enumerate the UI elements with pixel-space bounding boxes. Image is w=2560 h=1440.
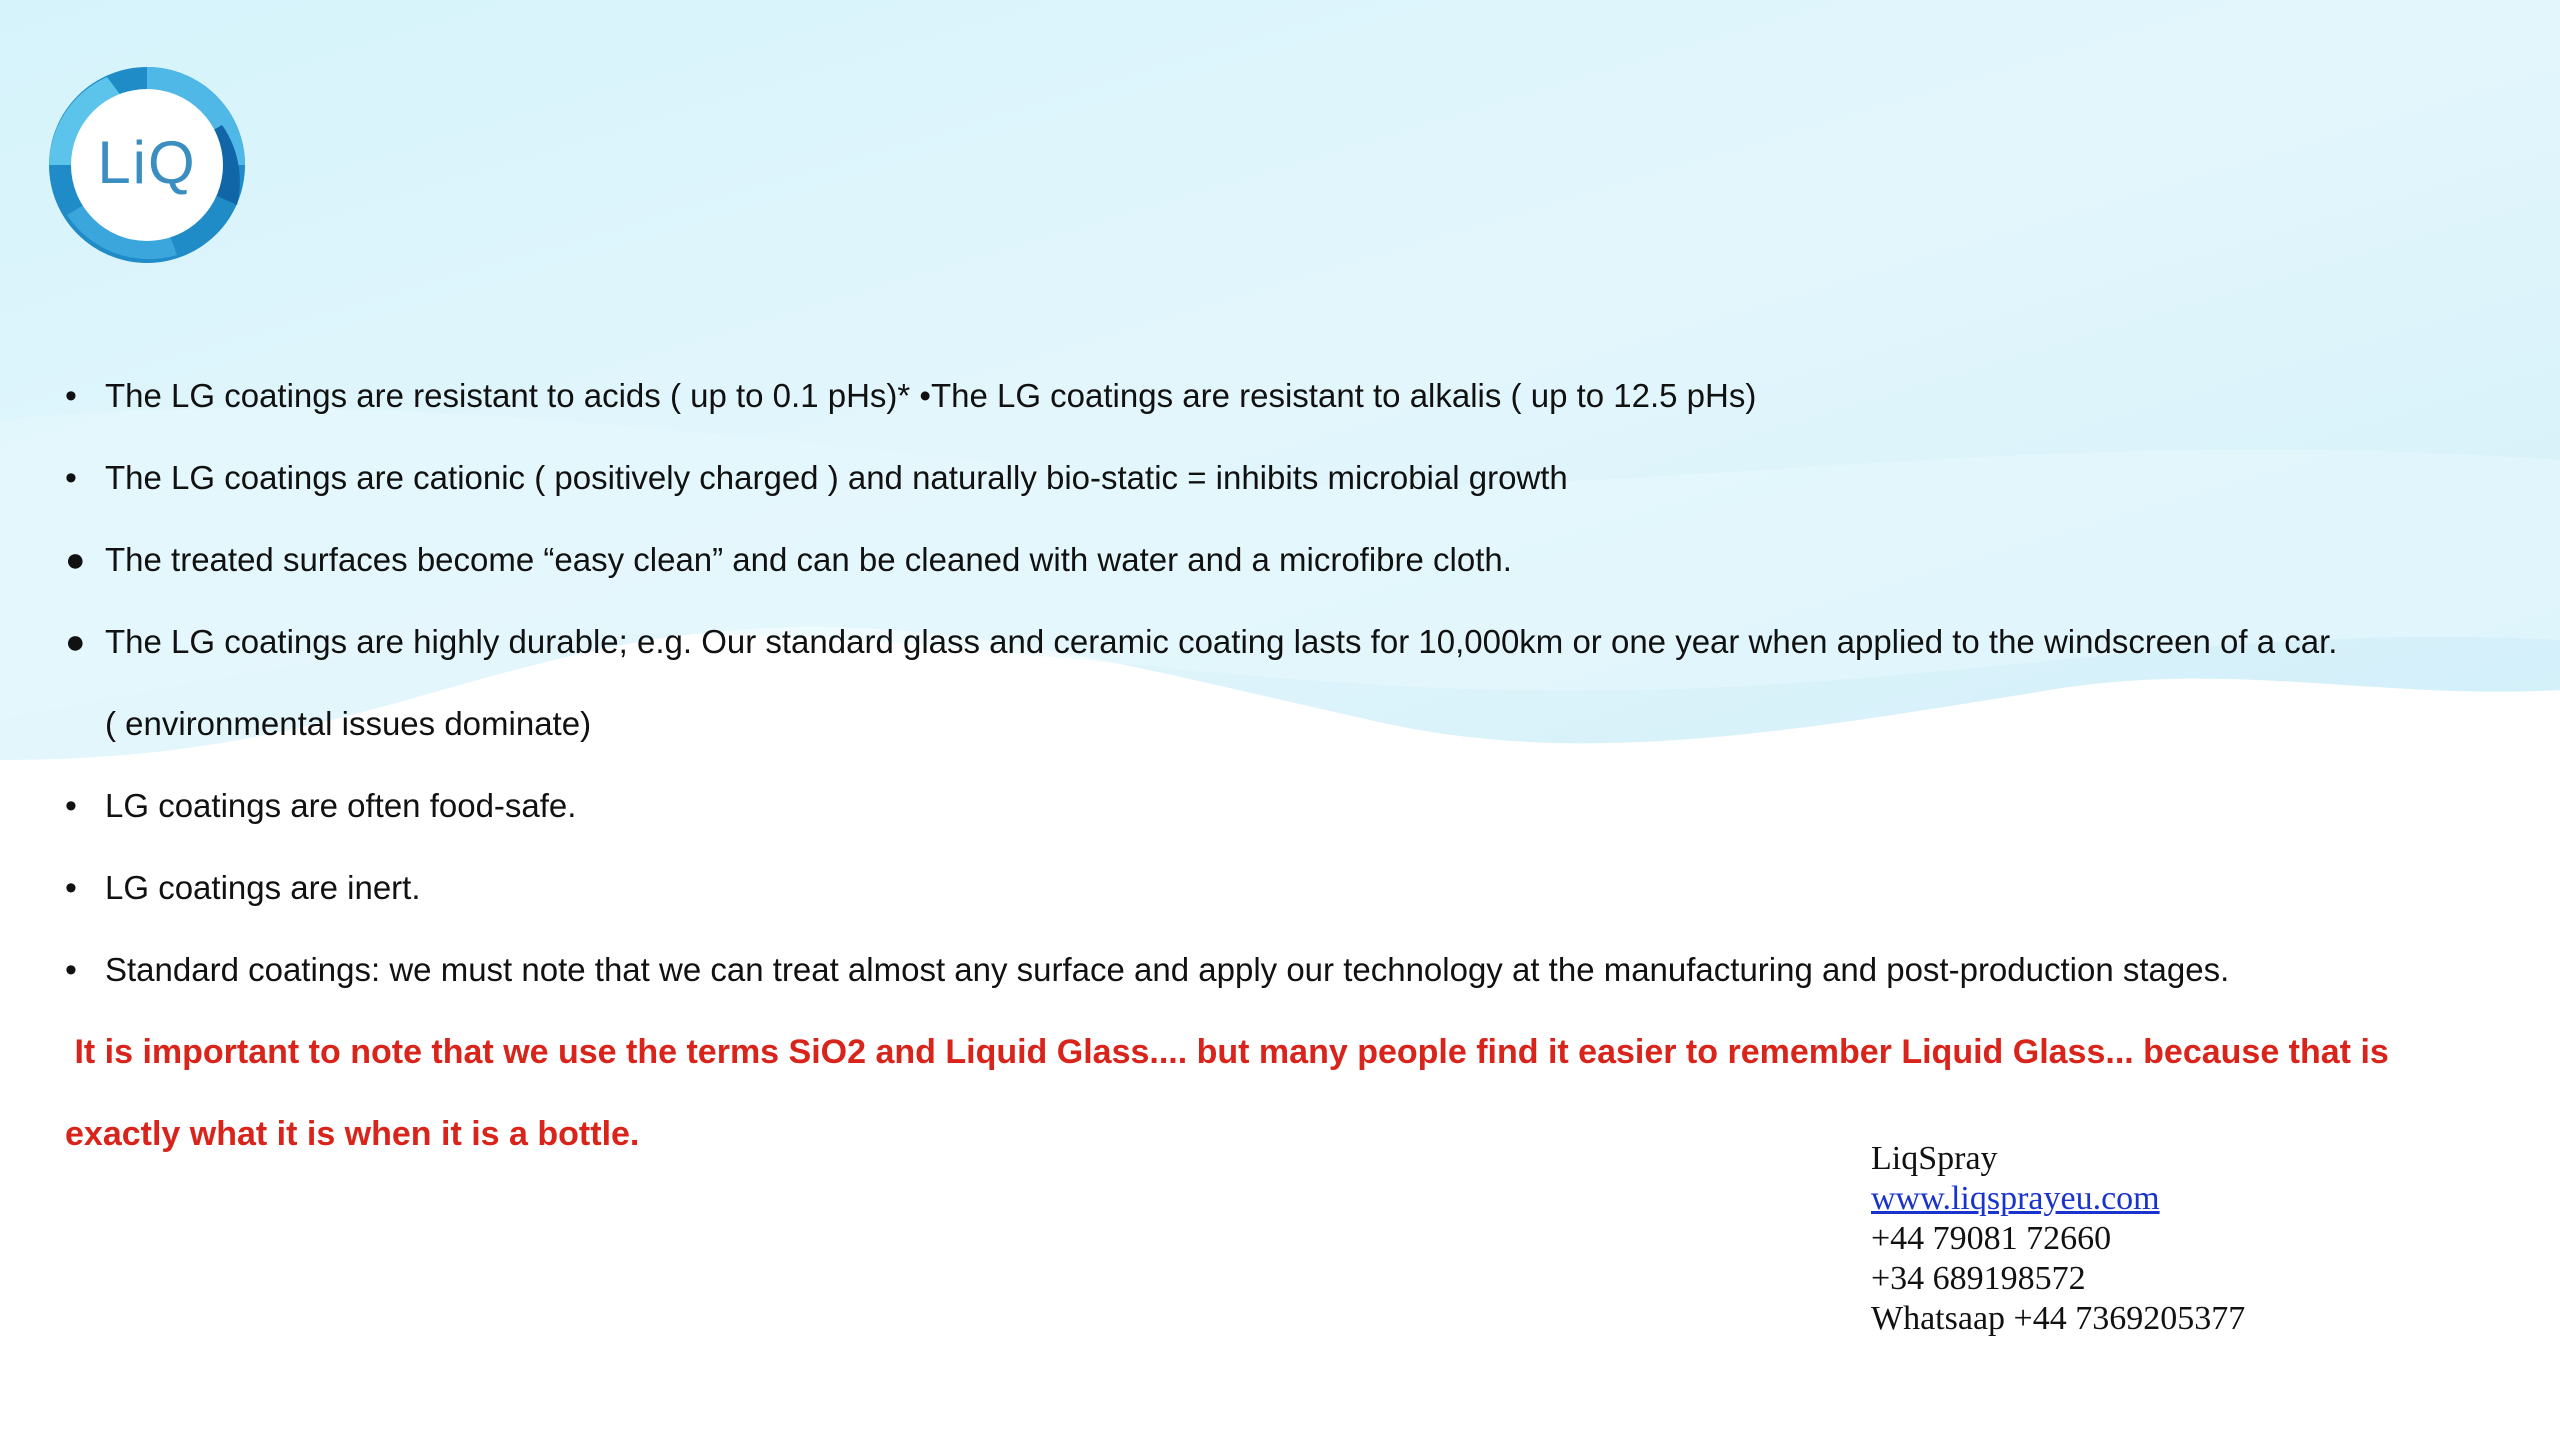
list-item-text: The LG coatings are highly durable; e.g. Our standard glass and ceramic coating lasts for 10,000km or one year when applied to the windscreen of a car. [105,623,2338,660]
phone-es: +34 689198572 [1871,1260,2086,1297]
company-name: LiqSpray [1871,1140,1998,1177]
phone-uk: +44 79081 72660 [1871,1220,2112,1257]
bullet-icon: • [65,787,77,825]
list-item [65,534,2505,616]
list-item-text: The LG coatings are cationic ( positively charged ) and naturally bio-static = inhibits microbial growth [105,459,1568,496]
bullet-icon: ● [65,541,86,579]
contact-block [1871,1139,2245,1339]
list-item-text: ( environmental issues dominate) [105,705,592,742]
list-item [65,862,2505,944]
list-item-text: The treated surfaces become “easy clean” and can be cleaned with water and a microfibre cloth. [105,541,1512,578]
list-item-text: LG coatings are often food-safe. [105,787,577,824]
list-item [65,370,2505,452]
feature-list [65,370,2505,1190]
list-item [65,944,2505,1026]
bullet-icon: • [65,869,77,907]
liq-logo [47,65,247,265]
list-item [65,616,2505,698]
list-item-text: The LG coatings are resistant to acids ( up to 0.1 pHs)* •The LG coatings are resistant to alkalis ( up to 12.5 pHs) [105,377,1757,414]
list-item-text: Standard coatings: we must note that we can treat almost any surface and apply our technology at the manufacturing and post-production stages. [105,951,2230,988]
list-item [65,452,2505,534]
list-item-text: LG coatings are inert. [105,869,421,906]
bullet-icon: • [65,951,77,989]
whatsapp-number: Whatsaap +44 7369205377 [1871,1300,2246,1337]
important-note-line-1 [65,1026,2505,1108]
bullet-icon: ● [65,623,86,661]
bullet-icon: • [65,377,77,415]
important-note-text: exactly what it is when it is a bottle. [65,1115,640,1153]
bullet-icon: • [65,459,77,497]
list-item-continuation [65,698,2505,780]
logo-text: LiQ [97,129,197,196]
list-item [65,780,2505,862]
important-note-text: It is important to note that we use the terms SiO2 and Liquid Glass.... but many people find it easier to remember Liquid Glass... because that is [74,1033,2389,1071]
website-link[interactable]: www.liqsprayeu.com [1871,1180,2160,1217]
